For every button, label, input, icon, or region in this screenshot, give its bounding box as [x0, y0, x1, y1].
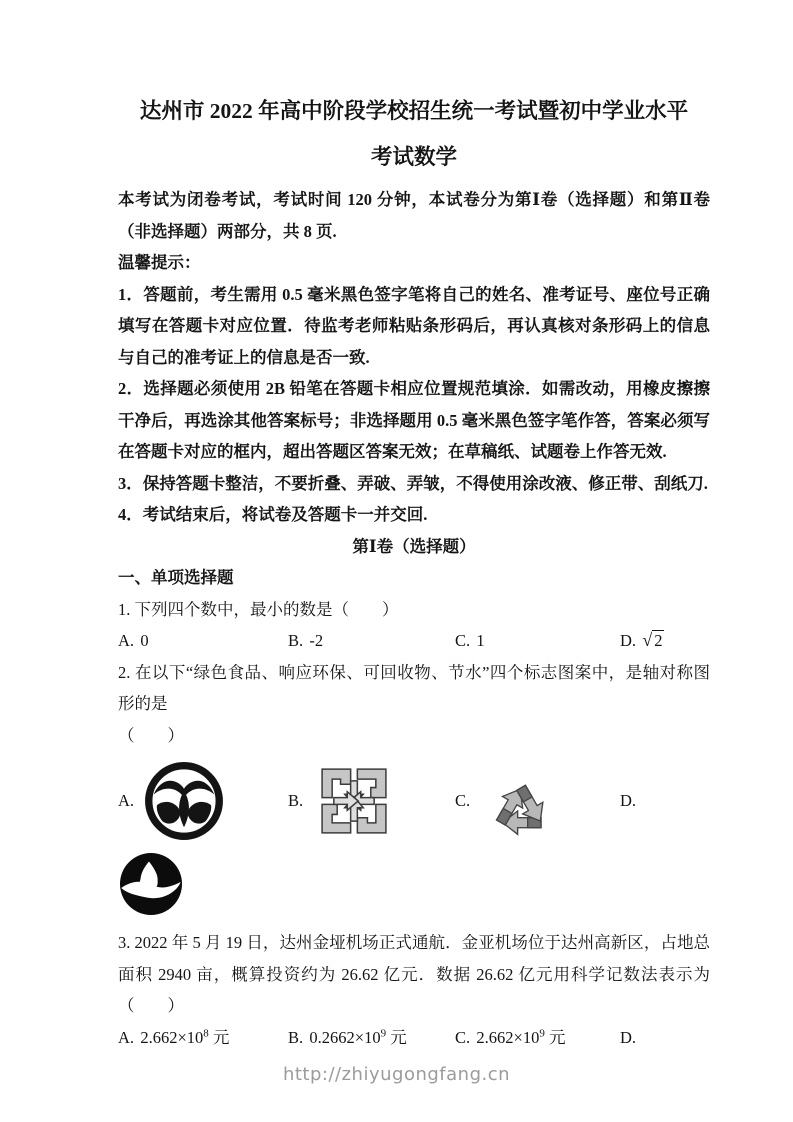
question-3-option-b: B. $0.2662\times 10^9$ 元	[288, 1027, 407, 1047]
water-saving-logo-row	[118, 851, 710, 917]
question-2-logo-options	[118, 753, 710, 849]
subsection-heading: 一、单项选择题	[118, 568, 234, 587]
notice-item-4: 4．考试结束后，将试卷及答题卡一并交回.	[118, 505, 428, 524]
recycle-triangle-logo-icon	[479, 756, 563, 846]
question-2-option-a: A.	[118, 758, 288, 844]
sqrt-2-expression: √ 2	[642, 630, 663, 650]
question-2-option-c: C.	[455, 756, 620, 846]
question-3-option-c: C. $2.662\times 10^9$ 元	[455, 1027, 566, 1047]
title-line-2: 考试数学	[370, 145, 457, 169]
page-title	[118, 88, 710, 180]
question-3-option-d: D.	[620, 1027, 637, 1047]
question-2-option-b: B.	[288, 757, 455, 845]
question-1-option-a: A. 0	[118, 631, 149, 650]
question-1-text: 1. 下列四个数中，最小的数是（ ）	[118, 599, 399, 619]
title-line-1: 达州市 2022 年高中阶段学校招生统一考试暨初中学业水平	[139, 99, 689, 123]
recycle-square-logo-icon	[312, 757, 396, 845]
question-1-options	[118, 625, 710, 657]
question-3-text: 3. 2022 年 5 月 19 日，达州金垭机场正式通航．金亚机场位于达州高新区，占地总面积 2940 亩，概算投资约为 26.62 亿元．数据 26.62 亿元用科学记数法表示为（ ）	[118, 933, 710, 1015]
section-heading: 第Ⅰ卷（选择题）	[352, 536, 476, 556]
green-food-logo-icon	[143, 758, 225, 844]
question-2-text-line2: （ ）	[118, 725, 184, 745]
notice-item-3: 3．保持答题卡整洁，不要折叠、弄破、弄皱，不得使用涂改液、修正带、刮纸刀.	[118, 473, 708, 493]
question-2-option-d: D.	[620, 791, 637, 811]
question-1-option-b: B. -2	[288, 631, 324, 650]
question-1-option-d: D. √ 2	[620, 630, 663, 650]
intro-paragraph: 本考试为闭卷考试，考试时间 120 分钟，本试卷分为第Ⅰ卷（选择题）和第Ⅱ卷（非选择题）两部分，共 8 页.	[118, 190, 710, 241]
water-saving-logo-icon	[118, 851, 184, 917]
question-3-option-a: A. $2.662\times 10^8$ 元	[118, 1027, 230, 1047]
notice-item-1: 1．答题前，考生需用 0.5 毫米黑色签字笔将自己的姓名、准考证号、座位号正确填写在答题卡对应位置．待监考老师粘贴条形码后，再认真核对条形码上的信息与自己的准考证上的信息是否一致.	[118, 284, 710, 367]
question-1-option-c: C. 1	[455, 631, 485, 650]
notice-item-2: 2．选择题必须使用 2B 铅笔在答题卡相应位置规范填涂．如需改动，用橡皮擦擦干净后，再选涂其他答案标号；非选择题用 0.5 毫米黑色签字笔作答，答案必须写在答题卡对应的框内，超出答题区答案无效；在草稿纸、试题卷上作答无效.	[118, 379, 710, 461]
notice-heading: 温馨提示：	[118, 253, 201, 272]
question-3-options	[118, 1022, 710, 1054]
question-2-text: 2. 在以下“绿色食品、响应环保、可回收物、节水”四个标志图案中，是轴对称图形的是	[118, 662, 710, 713]
footer-url: http://zhiyugongfang.cn	[282, 1064, 511, 1085]
